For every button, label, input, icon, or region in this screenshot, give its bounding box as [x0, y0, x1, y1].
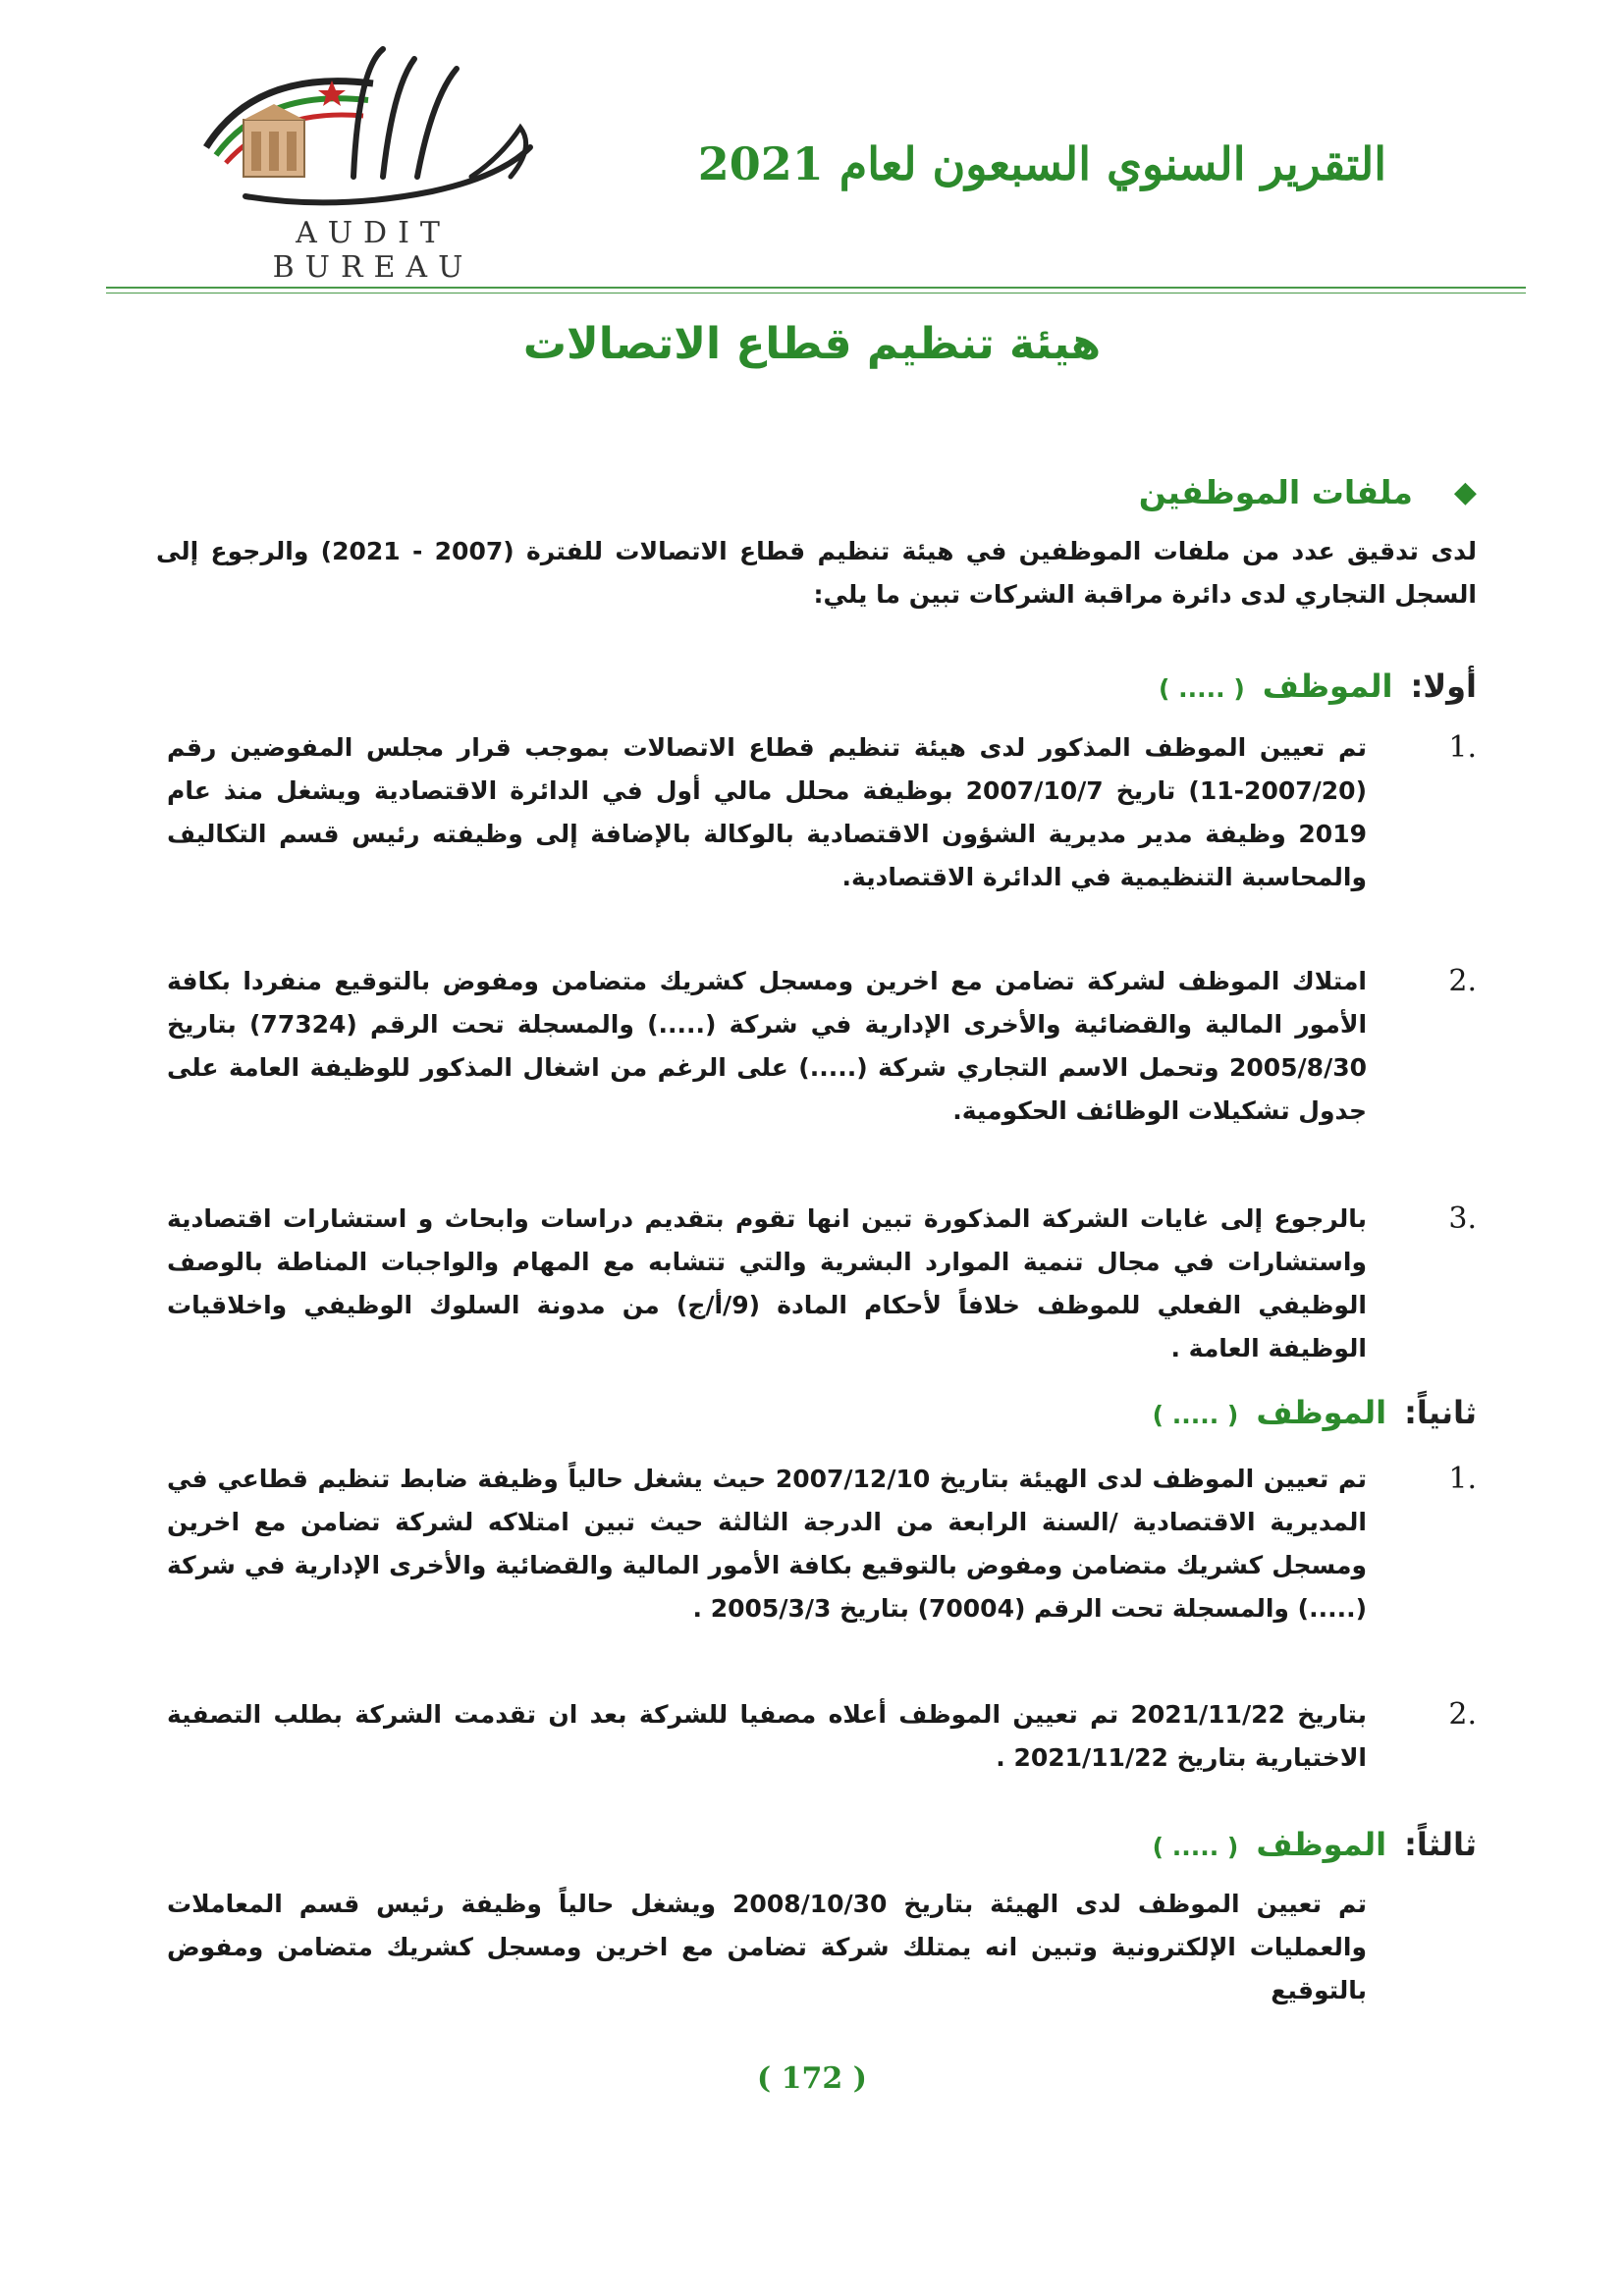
item-number: 3. — [1448, 1201, 1477, 1236]
page-number: ( 172 ) — [757, 2061, 867, 2096]
employee-heading-3 — [1153, 1826, 1477, 1863]
section-title: ملفات الموظفين — [1138, 473, 1413, 511]
item-number: 2. — [1448, 964, 1477, 998]
employee-label: الموظف — [1256, 1394, 1387, 1431]
employee-label: الموظف — [1262, 667, 1393, 705]
entity-title: هيئة تنظيم قطاع الاتصالات — [522, 319, 1102, 369]
logo-text: AUDIT BUREAU — [272, 216, 474, 285]
employee-placeholder: ( ..... ) — [1152, 1833, 1239, 1861]
employee-order: ثانياً: — [1404, 1394, 1477, 1431]
item-number: 1. — [1448, 730, 1477, 765]
audit-bureau-logo — [187, 29, 560, 285]
employee-3-text: تم تعيين الموظف لدى الهيئة بتاريخ 2008/10/30 ويشغل حالياً وظيفة رئيس قسم المعاملات والعمليات الإلكترونية وتبين انه يمتلك شركة تضامن مع اخرين ومسجل كشريك متضامن ومفوض بالتوقيع — [167, 1890, 1367, 2004]
diamond-bullet-icon: ◆ — [1453, 475, 1477, 509]
report-title: التقرير السنوي السبعون لعام 2021 — [697, 137, 1386, 190]
section-intro: لدى تدقيق عدد من ملفات الموظفين في هيئة تنظيم قطاع الاتصالات للفترة (2007 - 2021) والرجوع إلى السجل التجاري لدى دائرة مراقبة الشركات تبين ما يلي: — [156, 537, 1477, 609]
employee-heading-1 — [1159, 667, 1477, 705]
header-divider-bottom — [106, 293, 1526, 294]
employee-label: الموظف — [1256, 1826, 1387, 1863]
header-divider-top — [106, 287, 1526, 289]
item-text: تم تعيين الموظف لدى الهيئة بتاريخ 2007/12/10 حيث يشغل حالياً وظيفة ضابط تنظيم قطاعي في المديرية الاقتصادية /السنة الرابعة من الدرجة الثالثة حيث تبين امتلاكه لشركة تضامن مع اخرين ومسجل كشريك متضامن ومفوض بالتوقيع بكافة الأمور المالية والقضائية والأخرى الإدارية في شركة (.....) والمسجلة تحت الرقم (70004) بتاريخ 2005/3/3 . — [167, 1465, 1367, 1623]
employee-placeholder: ( ..... ) — [1152, 1401, 1239, 1429]
employee-order: ثالثاً: — [1404, 1826, 1477, 1863]
logo-emblem-icon — [187, 29, 560, 226]
employee-heading-2 — [1153, 1394, 1477, 1431]
item-text: بالرجوع إلى غايات الشركة المذكورة تبين انها تقوم بتقديم دراسات وابحاث و استشارات اقتصادية واستشارات في مجال تنمية الموارد البشرية والتي تتشابه مع المهام والواجبات المناطة بالوصف الوظيفي الفعلي للموظف خلافاً لأحكام المادة (9/أ/ج) من مدونة السلوك الوظيفي واخلاقيات الوظيفة العامة . — [167, 1204, 1367, 1362]
item-text: تم تعيين الموظف المذكور لدى هيئة تنظيم قطاع الاتصالات بموجب قرار مجلس المفوضين رقم (2007/20-11) تاريخ 2007/10/7 بوظيفة محلل مالي أول في الدائرة الاقتصادية ويشغل منذ عام 2019 وظيفة مدير مديرية الشؤون الاقتصادية بالوكالة بالإضافة إلى وظيفته رئيس قسم التكاليف والمحاسبة التنظيمية في الدائرة الاقتصادية. — [167, 733, 1367, 891]
item-number: 1. — [1448, 1462, 1477, 1496]
employee-order: أولا: — [1410, 667, 1477, 705]
item-text: امتلاك الموظف لشركة تضامن مع اخرين ومسجل كشريك متضامن ومفوض بالتوقيع منفردا بكافة الأمور المالية والقضائية والأخرى الإدارية في شركة (.....) والمسجلة تحت الرقم (77324) بتاريخ 2005/8/30 وتحمل الاسم التجاري شركة (.....) على الرغم من اشغال المذكور للوظيفة العامة على جدول تشكيلات الوظائف الحكومية. — [167, 967, 1368, 1125]
item-text: بتاريخ 2021/11/22 تم تعيين الموظف أعلاه مصفيا للشركة بعد ان تقدمت الشركة بطلب التصفية الاختيارية بتاريخ 2021/11/22 . — [167, 1700, 1367, 1772]
item-number: 2. — [1448, 1697, 1477, 1732]
employee-placeholder: ( ..... ) — [1159, 674, 1245, 703]
section-heading — [1139, 473, 1477, 511]
